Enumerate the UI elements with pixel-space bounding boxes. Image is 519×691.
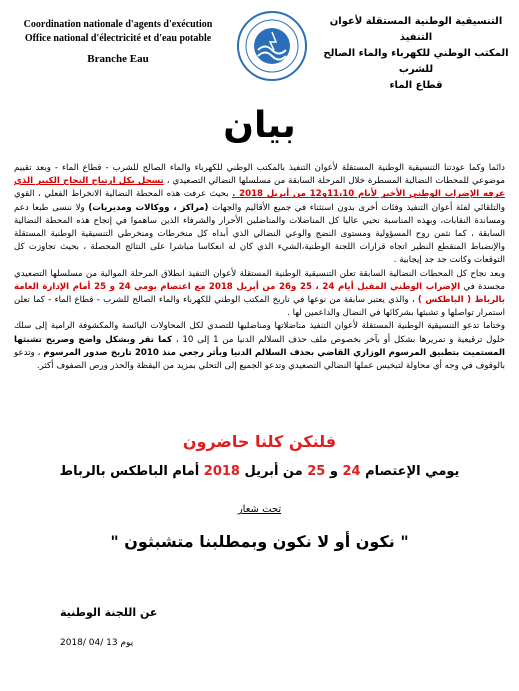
header-ar-line1: التنسيقية الوطنية المستقلة لأعوان التنفيذ	[329, 16, 503, 43]
slogan2-year: 2018	[203, 464, 240, 479]
header-fr-line1: Coordination nationale d'agents d'exécution	[23, 19, 213, 30]
slogan2-part2: و	[329, 464, 338, 479]
slogan2-day1: 24	[342, 464, 361, 479]
p1-highlight: تسجل بكل ارتياح النجاح الكبير الذي عرفه الإضراب الوطني الأخير لأيام 11،10و12 من أبريل 2018 .	[14, 176, 506, 200]
statement-body	[14, 162, 505, 373]
p1-text-a: دائما وكما عودتنا التنسيقية الوطنية المستقلة لأعوان التنفيذ بالمكتب الوطني للكهرباء والماء الصالح للشرب - قطاع الماء - وبعد تقييم موضوعي للمحطات النضالية المسطرة خلال المرحلة السابقة من مسلسلها النضالي التصعيدي ،	[14, 163, 506, 187]
main-slogan: " نكون أو لا نكون وبمطلبنا متشبثون "	[110, 532, 409, 551]
date-value: 2018/ 04/ 13	[60, 638, 118, 648]
under-slogan-label: تحت شعار	[237, 504, 282, 515]
p2-text-a: وبعد نجاح كل المحطات النضالية السابقة تعلن التنسيقية الوطنية المستقلة لأعوان التنفيذ انطلاق المرحلة الموالية من مسلسلها التصعيدي مجسدة في	[14, 268, 505, 292]
header-ar-line3: قطاع الماء	[389, 80, 443, 91]
signature: عن اللجنة الوطنية	[60, 606, 158, 619]
slogan2-part1: يومي الإعتصام	[365, 464, 460, 479]
slogan2-part4: أمام الباطكس بالرباط	[59, 464, 200, 479]
paragraph-1	[14, 162, 505, 268]
p3-text-a: وختاما تدعو التنسيقية الوطنية المستقلة لأعوان التنفيذ مناضلاتها ومناضليها للتصدي لكل المحاولات اليائسة والمكشوفة الرامية إلى سلك حلول ترقيعية و تمريرها بشكل أو بآخر بخصوص ملف حذف السلالم الدنيا من 1 إلى 10 ،	[14, 321, 505, 345]
paragraph-2	[14, 268, 505, 321]
p3-text-c: ، وتدعو بالوقوف في وجه أي محاولة لتبخيس عملها النضالي التصعيدي وتدعو الجميع إلى التحلي بمزيد من اليقظة والحذر ورص الصفوف أكثر.	[14, 347, 505, 372]
header-fr-branch: Branche Eau	[87, 53, 149, 65]
p1-text-e: ولا ننسى طبعا دعم ومساندة النقابات، وبهذه المناسبة نحيي عاليا كل المناضلات والمناضلين الأحرار والشرفاء الذين ساهموا في إنجاح هذه المحطة النضالية السابقة ، كما نثمن روح المسؤولية ومستوى النضج والوعي النضالي الذي أبداه كل منخرطات ومنخرطي التنسيقية الوطنية المستقلة والإنضباط المنقطع النظير اتجاه قرارات اللجنة الوطنية،الشيء الذي كان له انعكاسا مباشرا على النتائج المحصلة ، بحيث تجاوزت كل التوقعات وكانت جد جد إيجابية .	[14, 202, 505, 266]
slogan-sitin-days	[0, 464, 519, 479]
p3-bold: كما تقر وبشكل واضح وصريح تشبثها المستميت بتطبيق المرسوم الوزاري القاضي بحذف السلالم الدنيا وبأثر رجعي منذ 2010 تاريخ صدور المرسوم	[14, 334, 505, 358]
date-label: يوم	[120, 638, 134, 648]
header-arabic	[321, 14, 511, 94]
slogan2-part3: من أبريل	[244, 464, 303, 479]
paragraph-3	[14, 320, 505, 373]
p1-bold: (مراكز ، ووكالات ومديريات)	[88, 202, 209, 213]
document-title: بيان	[223, 105, 296, 146]
header-french	[8, 18, 228, 66]
p2-text-d: ، والذي يعتبر سابقة من نوعها في تاريخ المكتب الوطني للكهرباء والماء الصالح للشرب - قطاع الماء - كما تعلن استمرار تواصلها و تشبثها بشركائها في النضال والداعمين لها .	[14, 295, 505, 319]
p2-sitin-highlight: مع اعتصام يومي 24 و 25 أمام الإدارة العامة بالرباط ( الباطكس )	[14, 281, 506, 306]
header-fr-line2: Office national d'électricité et d'eau potable	[24, 33, 212, 44]
slogan-be-present: فلنكن كلنا حاضرون	[182, 432, 337, 451]
p2-strike-highlight: الإضراب الوطني المقبل أيام 24 ، 25 و26 من أبريل 2018	[208, 281, 461, 292]
header-ar-line2: المكتب الوطني للكهرباء والماء الصالح للشرب	[323, 48, 509, 75]
slogan2-day2: 25	[307, 464, 326, 479]
p1-text-c: بحيث عرفت هذه المحطة النضالية الانخراط الفعلي ، القوي والتلقائي لفئة أعوان التنفيذ وفئات أخرى بدون استثناء في جميع الأقاليم والجهات	[14, 189, 505, 213]
date-line	[60, 638, 133, 648]
onee-logo-icon	[236, 10, 308, 82]
